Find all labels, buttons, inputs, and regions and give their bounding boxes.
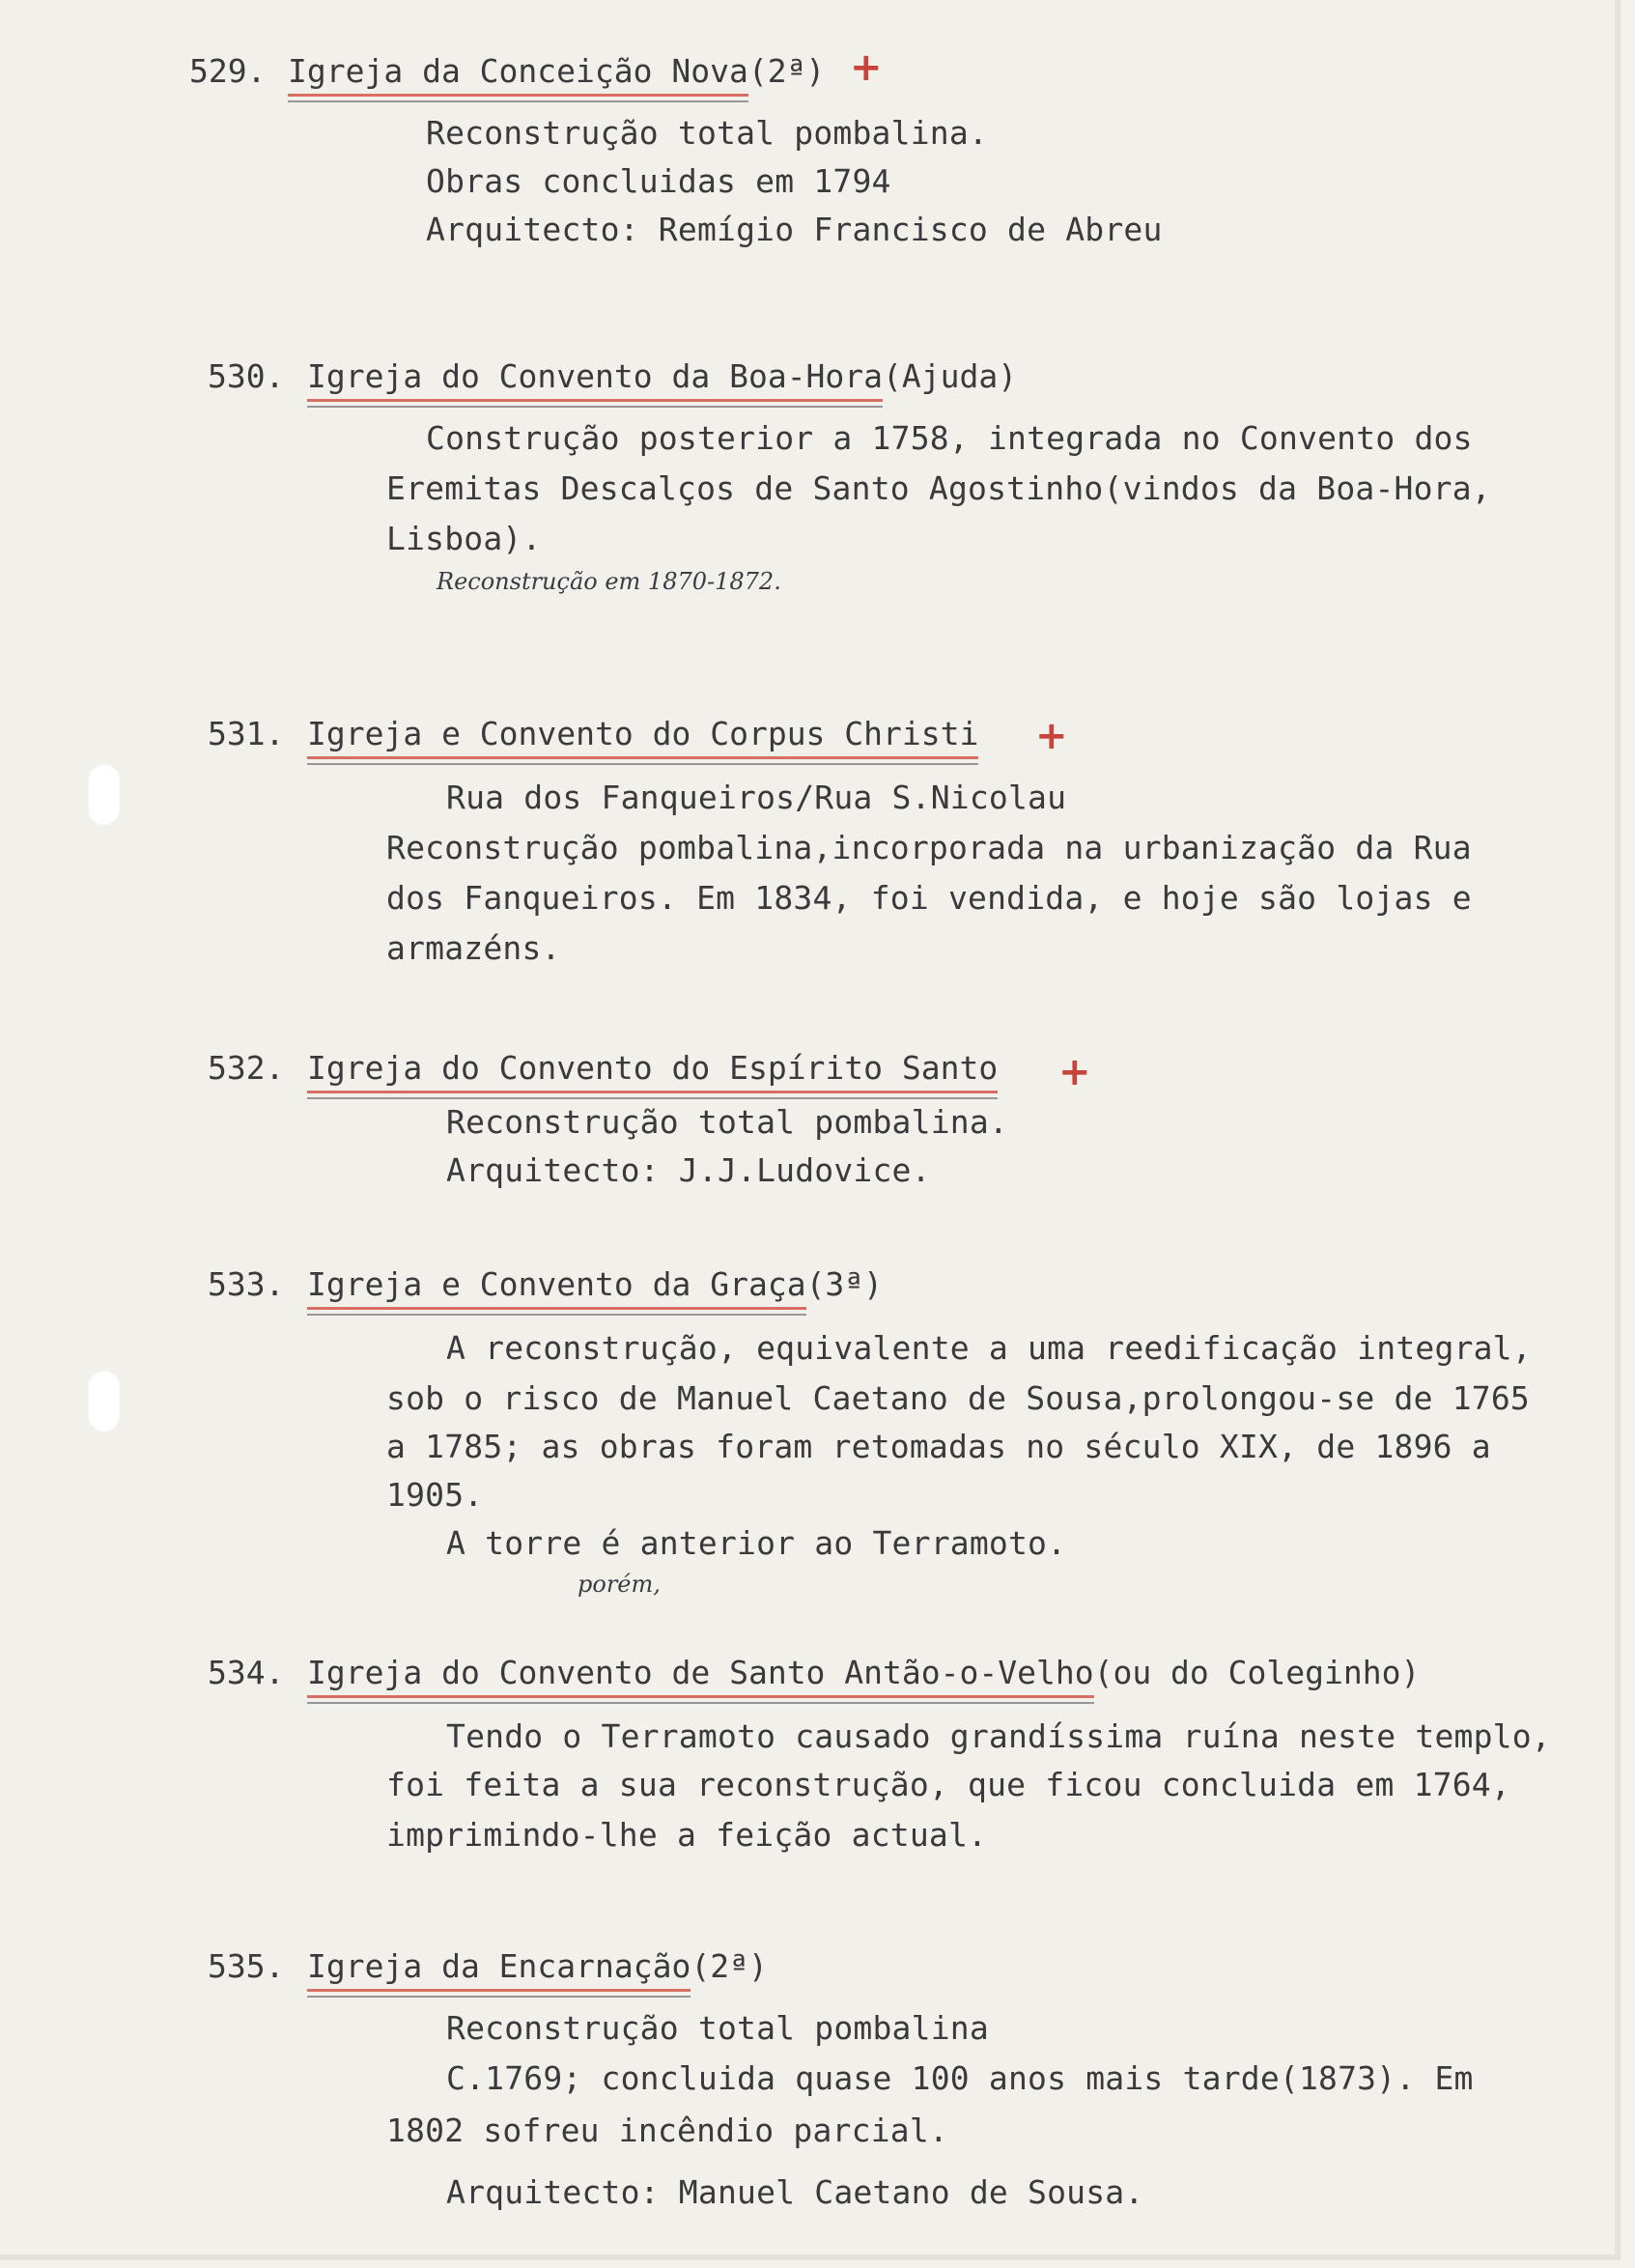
entry-text-line: Reconstrução total pombalina. — [426, 114, 988, 152]
entry-text-line: Arquitecto: J.J.Ludovice. — [446, 1151, 931, 1189]
entry-number: 534. — [208, 1654, 285, 1691]
handwritten-note: porém, — [578, 1571, 661, 1598]
entry-text-line: Rua dos Fanqueiros/Rua S.Nicolau — [446, 779, 1067, 816]
entry-text-line: Lisboa). — [386, 520, 542, 557]
entry-text-line: imprimindo-lhe a feição actual. — [386, 1816, 988, 1854]
punch-hole-bottom — [87, 1370, 120, 1432]
entry-title-suffix: (Ajuda) — [883, 357, 1018, 395]
entry-number: 530. — [208, 357, 285, 395]
entry-title-suffix: (2ª) — [691, 1947, 768, 1985]
entry-number: 535. — [208, 1947, 285, 1985]
entry-number: 533. — [208, 1265, 285, 1303]
entry-number: 532. — [208, 1049, 285, 1087]
entry-title-line — [307, 1654, 1420, 1692]
entry-number: 529. — [189, 52, 267, 90]
entry-text-line: Arquitecto: Manuel Caetano de Sousa. — [446, 2173, 1144, 2211]
entry-text-line: sob o risco de Manuel Caetano de Sousa,prolongou-se de 1765 — [386, 1379, 1530, 1417]
entry-title-line — [307, 1049, 998, 1088]
red-cross-mark: + — [1035, 714, 1068, 758]
entry-text-line: A torre é anterior ao Terramoto. — [446, 1524, 1067, 1562]
entry-title-line — [288, 52, 825, 91]
entry-text-line: foi feita a sua reconstrução, que ficou concluida em 1764, — [386, 1766, 1510, 1803]
entry-text-line: A reconstrução, equivalente a uma reedificação integral, — [446, 1329, 1532, 1367]
entry-title-suffix: (ou do Coleginho) — [1093, 1654, 1421, 1691]
red-cross-mark: + — [850, 45, 883, 90]
entry-title: Igreja da Encarnação — [307, 1947, 691, 1985]
entry-text-line: 1905. — [386, 1476, 484, 1514]
entry-text-line: Eremitas Descalços de Santo Agostinho(vindos da Boa-Hora, — [386, 469, 1491, 507]
entry-title-line — [307, 715, 978, 753]
entry-title: Igreja e Convento da Graça — [307, 1265, 806, 1303]
entry-title: Igreja da Conceição Nova — [288, 52, 748, 90]
entry-text-line: Obras concluidas em 1794 — [426, 162, 891, 200]
entry-title-suffix: (3ª) — [805, 1265, 884, 1303]
entry-title: Igreja do Convento da Boa-Hora — [307, 357, 884, 395]
entry-title-line — [307, 357, 1017, 396]
entry-text-line: Reconstrução pombalina,incorporada na urbanização da Rua — [386, 829, 1472, 866]
entry-title: Igreja do Convento do Espírito Santo — [307, 1049, 999, 1087]
entry-number: 531. — [208, 715, 285, 752]
punch-hole-top — [87, 763, 120, 825]
entry-text-line: C.1769; concluida quase 100 anos mais tarde(1873). Em — [446, 2059, 1474, 2097]
entry-text-line: a 1785; as obras foram retomadas no século XIX, de 1896 a — [386, 1428, 1491, 1465]
entry-text-line: 1802 sofreu incêndio parcial. — [386, 2112, 948, 2149]
entry-title-suffix: (2ª) — [747, 52, 826, 90]
entry-title: Igreja e Convento do Corpus Christi — [307, 715, 979, 752]
handwritten-note: Reconstrução em 1870-1872. — [437, 568, 781, 595]
entry-text-line: Construção posterior a 1758, integrada no Convento dos — [426, 419, 1473, 457]
entry-text-line: Tendo o Terramoto causado grandíssima ruína neste templo, — [446, 1717, 1551, 1755]
entry-text-line: Reconstrução total pombalina — [446, 2009, 989, 2047]
entry-title-line — [307, 1947, 768, 1986]
entry-title-line — [307, 1265, 883, 1304]
entry-text-line: Reconstrução total pombalina. — [446, 1103, 1008, 1141]
red-cross-mark: + — [1058, 1050, 1091, 1094]
entry-title: Igreja do Convento de Santo Antão-o-Velho — [307, 1654, 1094, 1691]
entry-text-line: Arquitecto: Remígio Francisco de Abreu — [426, 211, 1163, 248]
entry-text-line: dos Fanqueiros. Em 1834, foi vendida, e hoje são lojas e — [386, 879, 1472, 917]
entry-text-line: armazéns. — [386, 929, 561, 967]
